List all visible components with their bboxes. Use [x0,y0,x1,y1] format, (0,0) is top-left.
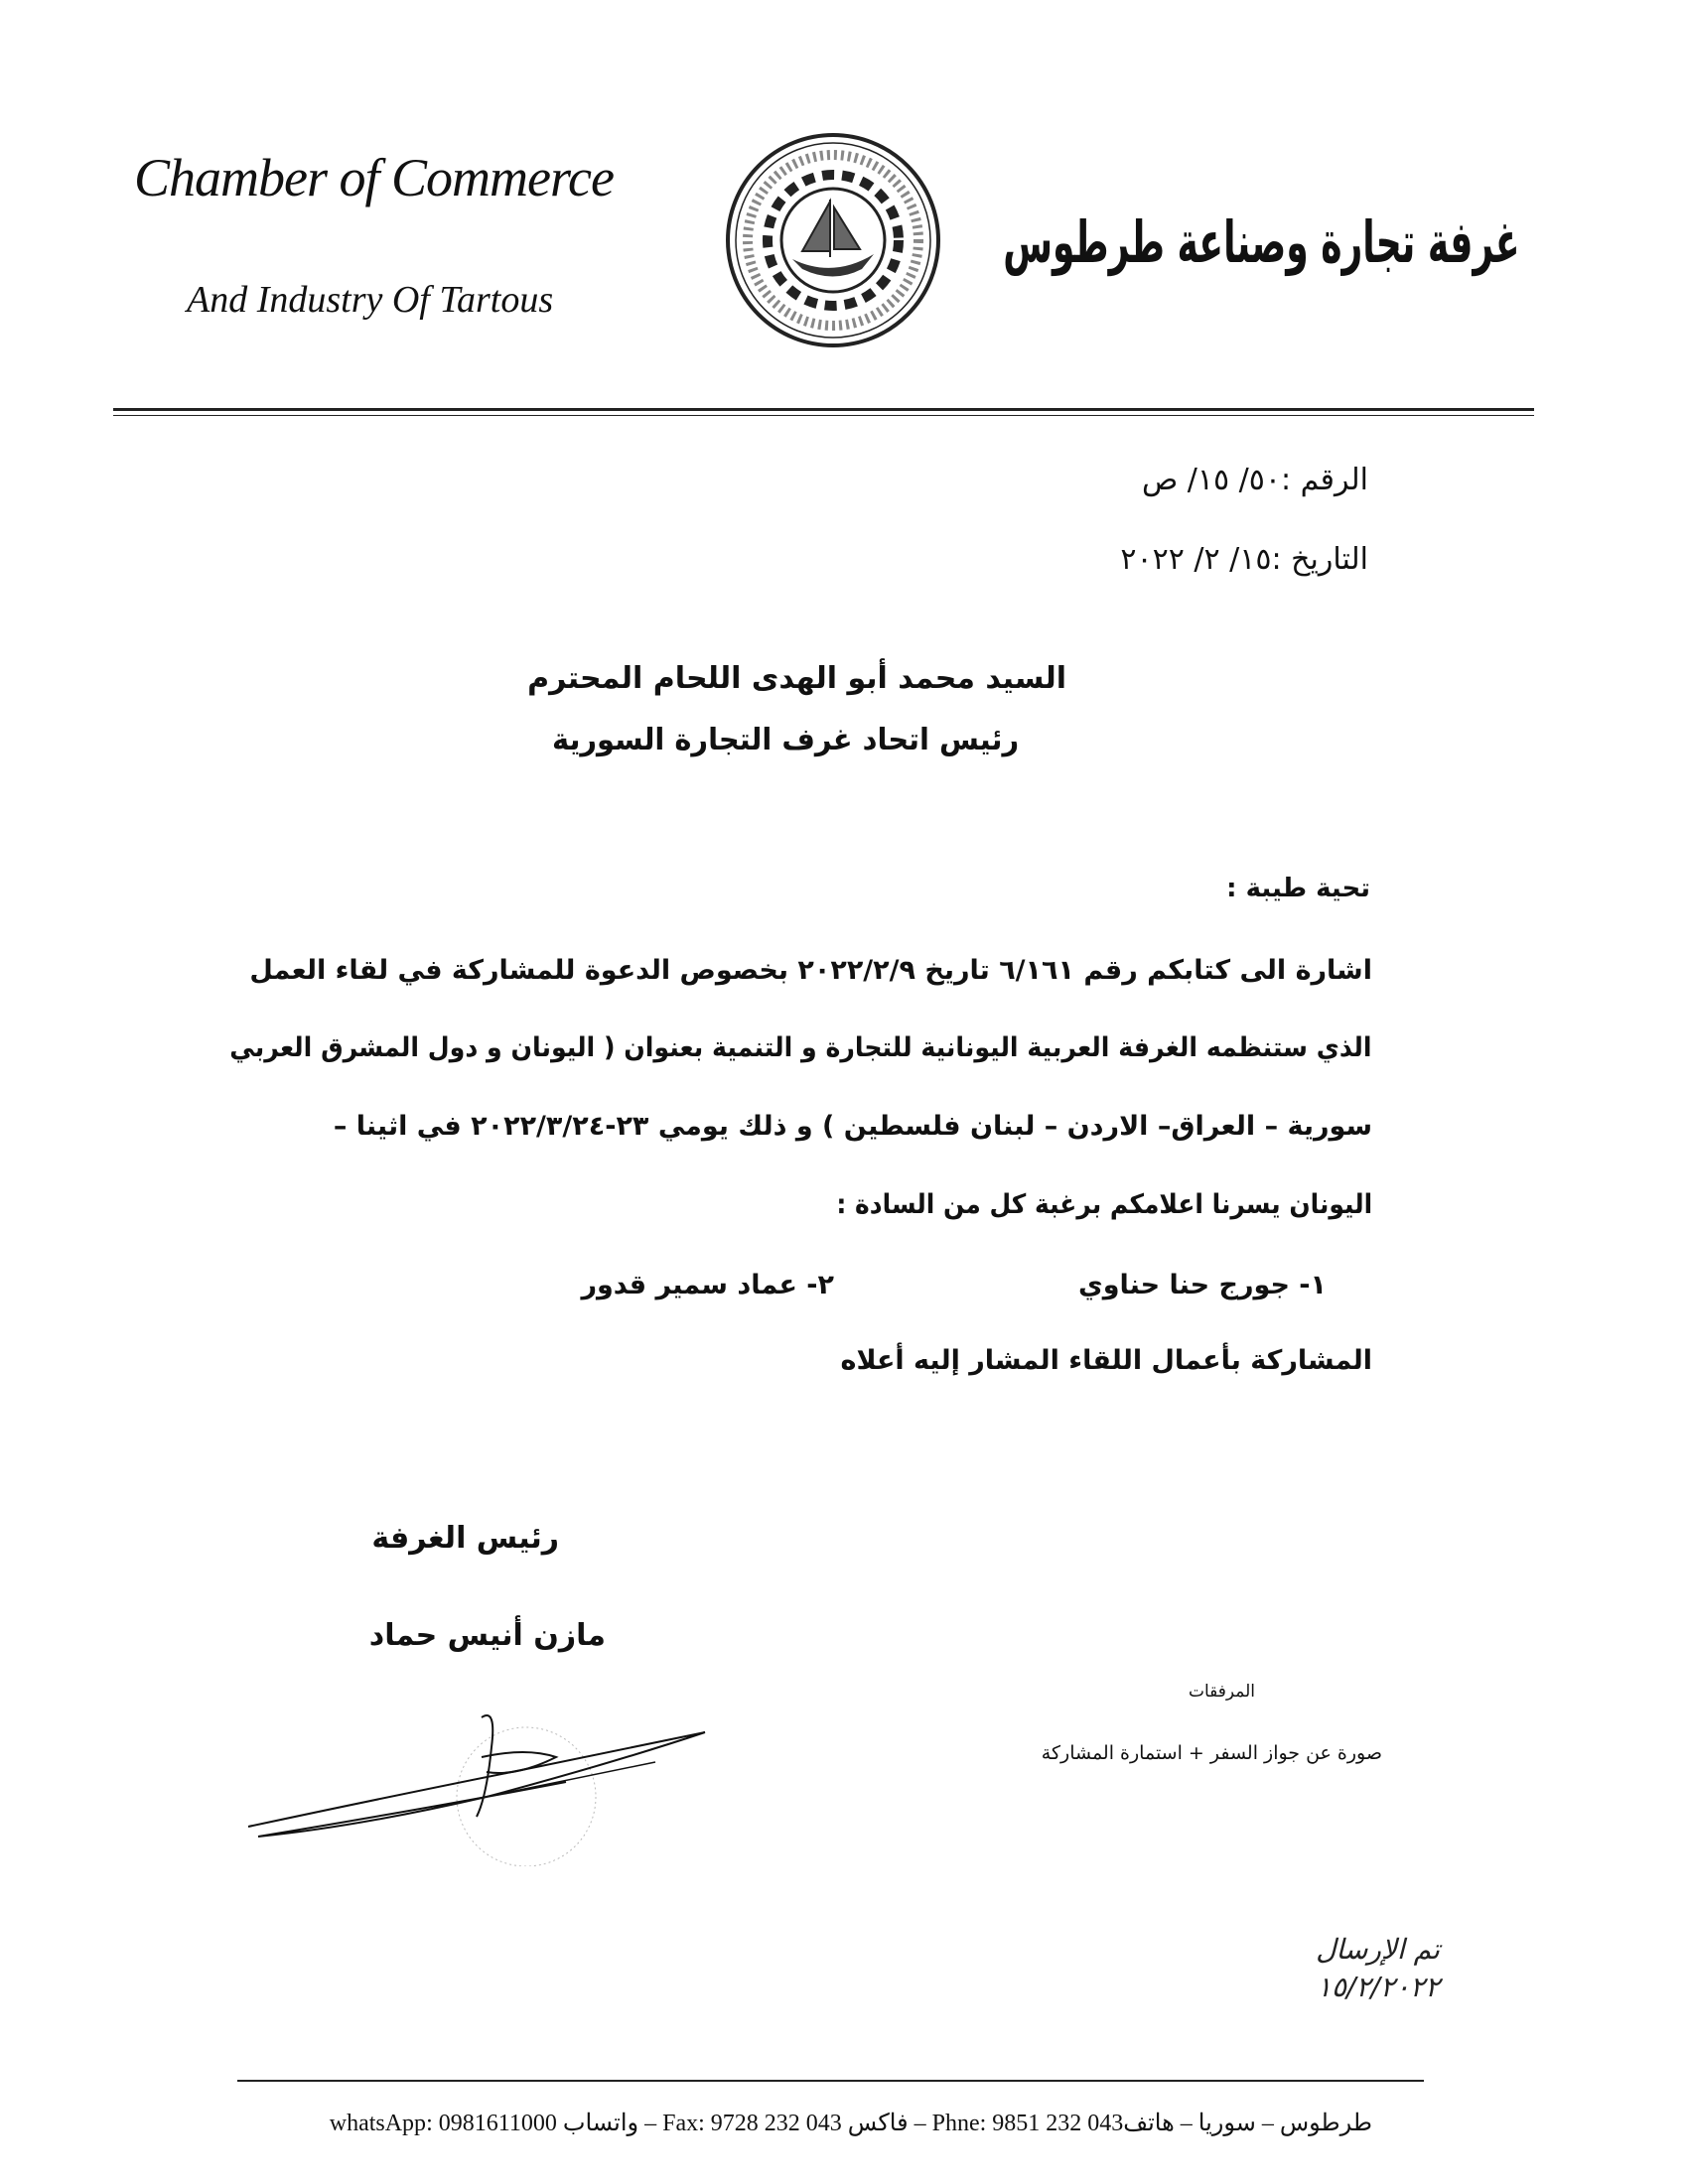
closing-line: المشاركة بأعمال اللقاء المشار إليه أعلاه [840,1345,1372,1376]
english-title-line1: Chamber of Commerce [134,148,614,207]
reference-number: الرقم :٥٠/ ١٥/ ص [1141,463,1368,497]
participant-1: ١- جورج حنا حناوي [1077,1270,1327,1300]
arabic-title: غرفة تجارة وصناعة طرطوس [1002,208,1519,276]
body-line-3: سورية – العراق– الاردن – لبنان فلسطين ) و ذلك يومي ٢٣-٢٠٢٢/٣/٢٤ في اثينا – [333,1111,1372,1142]
header-rule-thin [113,415,1534,416]
signatory-title: رئيس الغرفة [371,1521,559,1556]
addressee-name: السيد محمد أبو الهدى اللحام المحترم [527,661,1066,696]
body-line-1: اشارة الى كتابكم رقم ٦/١٦١ تاريخ ٢٠٢٢/٢/٩ بخصوص الدعوة للمشاركة في لقاء العمل [249,955,1372,986]
participant-2: ٢- عماد سمير قدور [581,1270,834,1300]
body-line-2: الذي ستنظمه الغرفة العربية اليونانية للتجارة و التنمية بعنوان ( اليونان و دول المشرق العربي [229,1032,1372,1063]
handwritten-signature [238,1688,735,1866]
signatory-name: مازن أنيس حماد [368,1618,606,1653]
footer-rule [237,2080,1424,2082]
reference-date: التاريخ :١٥/ ٢/ ٢٠٢٢ [1120,542,1368,577]
chamber-seal-logo [723,130,943,350]
header-rule [113,408,1534,411]
greeting: تحية طيبة : [1226,874,1370,903]
english-title-line2: And Industry Of Tartous [187,279,554,321]
footer-contact: طرطوس – سوريا – هاتف043 232 9851 :Phne – فاكس 043 232 9728 :Fax – واتساب 0981611000 :whatsApp [329,2111,1372,2136]
attachments-label: المرفقات [1188,1682,1255,1702]
attachments-items: صورة عن جواز السفر + استمارة المشاركة [1041,1742,1382,1764]
addressee-title: رئيس اتحاد غرف التجارة السورية [551,723,1019,757]
body-line-4: اليونان يسرنا اعلامكم برغبة كل من السادة : [836,1189,1372,1220]
handwritten-sent-note: تم الإرسال ١٥/٢/٢٠٢٢ [1316,1933,1440,2003]
